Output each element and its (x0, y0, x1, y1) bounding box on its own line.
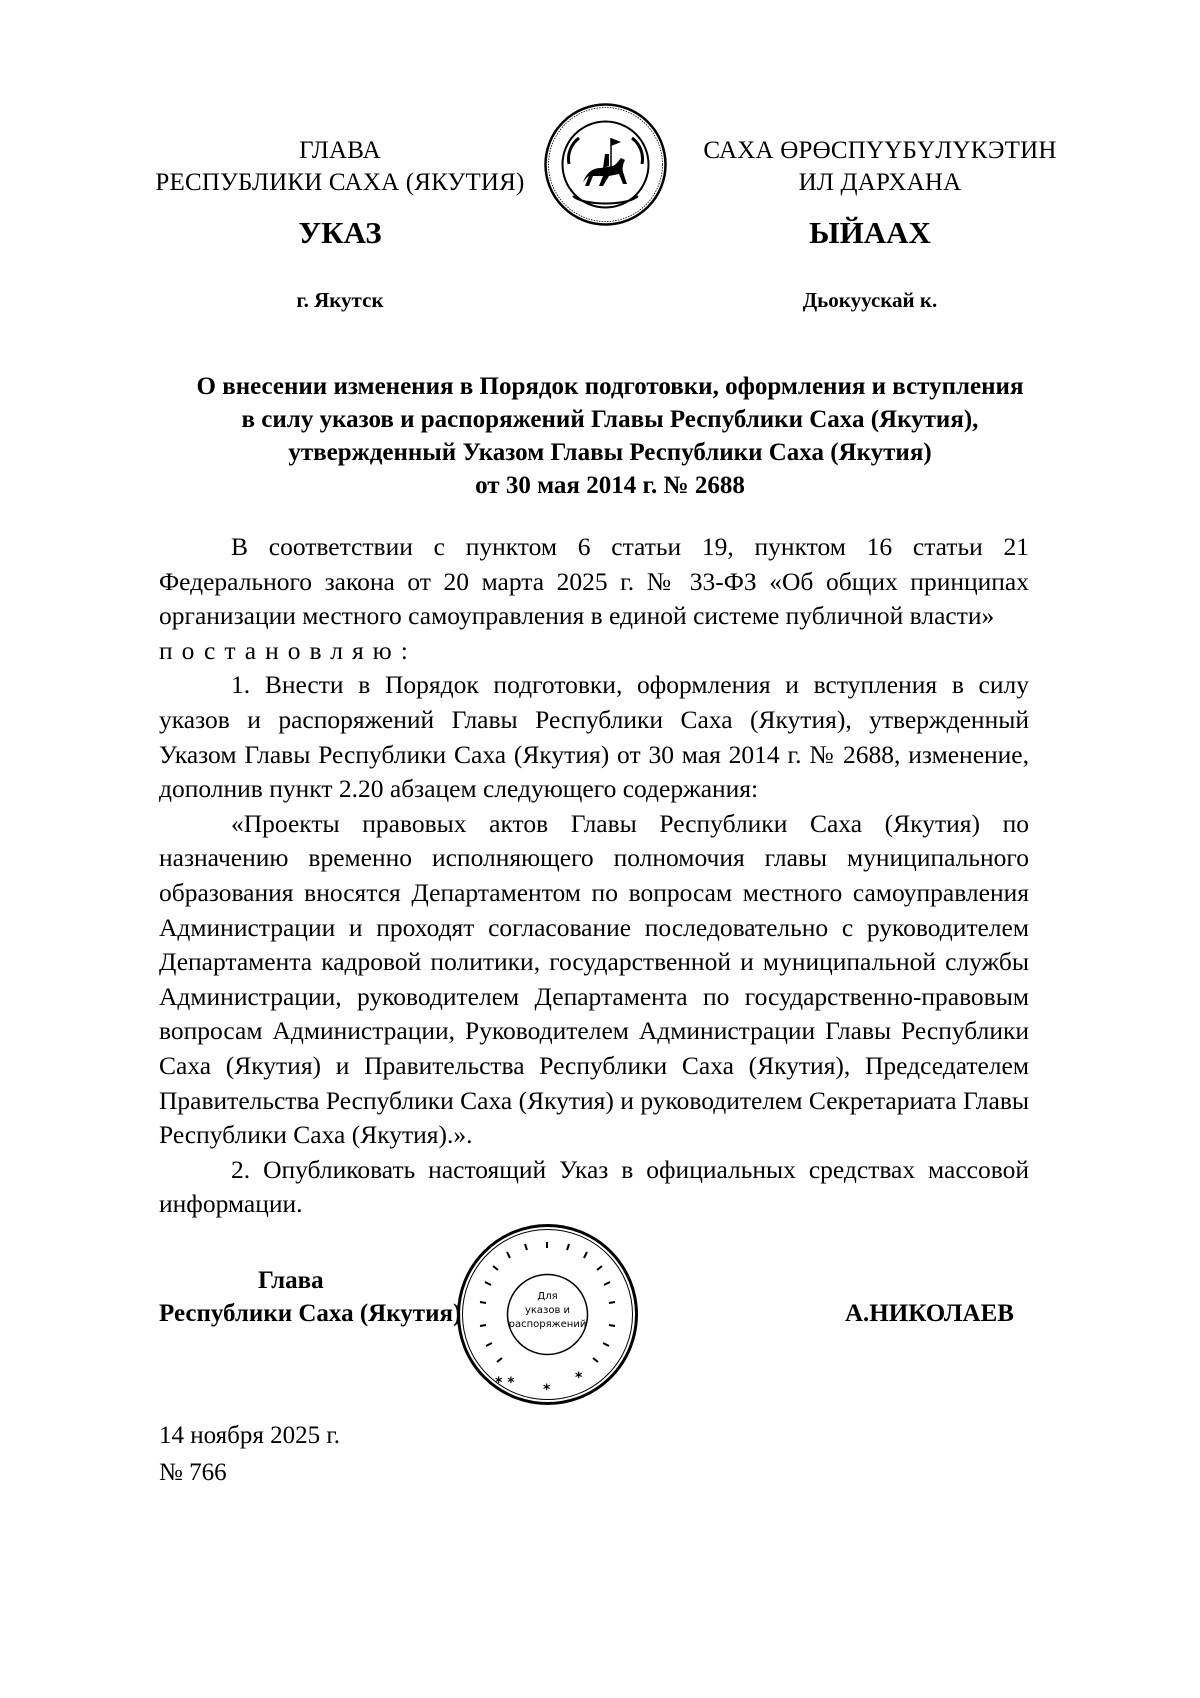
preamble-paragraph: В соответствии с пунктом 6 статьи 19, пунктом 16 статьи 21 Федерального закона от 20 марта 2025 г. № 33-ФЗ «Об общих принципах организации местного самоуправления в единой системе публичной власти» (159, 532, 1029, 631)
quote-paragraph: «Проекты правовых актов Главы Республики Саха (Якутия) по назначению временно исполняющего полномочия главы муниципального образования вносятся Департаментом по вопросам местного самоуправления Администрации и проходят согласование последовательно с руководителем Департамента кадровой политики, государственной и муниципальной службы Администрации, руководителем Департамента по государственно-правовым вопросам Администрации, Руководителем Администрации Главы Республики Саха (Якутия) и Правительства Республики Саха (Якутия), Председателем Правительства Республики Саха (Якутия) и руководителем Секретариата Главы Республики Саха (Якутия).». (159, 808, 1029, 1150)
doc-type-right: ЫЙААХ (809, 215, 931, 250)
decree-body (159, 530, 1029, 1222)
subject-line-3: утвержденный Указом Главы Республики Саха (Якутия) (288, 439, 932, 466)
signature-title-line2: Республики Саха (Якутия) (159, 1300, 462, 1327)
signatory-name: А.НИКОЛАЕВ (845, 1300, 1014, 1327)
decree-word: постановляю: (159, 635, 417, 665)
city-left: г. Якутск (296, 288, 384, 312)
stamp-center-line1: Для (537, 1291, 558, 1302)
stamp-center-line3: распоряжений (508, 1319, 587, 1330)
city-right: Дьокуускай к. (802, 288, 938, 312)
item-1-paragraph: 1. Внести в Порядок подготовки, оформления и вступления в силу указов и распоряжений Главы Республики Саха (Якутия), утвержденный Указом Главы Республики Саха (Якутия) от 30 мая 2014 г. № 2688, изменение, дополнив пункт 2.20 абзацем следующего содержания: (159, 670, 1029, 804)
emblem-icon (543, 102, 668, 227)
item-2-paragraph: 2. Опубликовать настоящий Указ в официальных средствах массовой информации. (159, 1154, 1029, 1219)
decree-date: 14 ноября 2025 г. (159, 1422, 341, 1449)
header-right-title: САХА ӨРӨСПҮҮБҮЛҮКЭТИН (703, 137, 1057, 164)
subject-line-1: О внесении изменения в Порядок подготовки, оформления и вступления (196, 373, 1024, 400)
subject-line-4: от 30 мая 2014 г. № 2688 (475, 472, 745, 499)
official-stamp (455, 1222, 640, 1407)
svg-text:*: * (575, 1370, 583, 1386)
subject-line-2: в силу указов и распоряжений Главы Республики Саха (Якутия), (241, 406, 979, 433)
svg-text:* *: * * (495, 1375, 515, 1391)
header-right-subtitle: ИЛ ДАРХАНА (798, 169, 962, 196)
svg-text:*: * (543, 1382, 551, 1398)
stamp-center-line2: указов и (524, 1305, 571, 1316)
decree-number: № 766 (159, 1459, 227, 1486)
header-left-subtitle: РЕСПУБЛИКИ САХА (ЯКУТИЯ) (155, 169, 525, 196)
header-right-block (690, 135, 1070, 199)
decree-subject (120, 370, 1100, 502)
header-left-title: ГЛАВА (299, 137, 381, 164)
doc-type-left: УКАЗ (298, 215, 382, 250)
republic-emblem (543, 102, 668, 227)
signature-title-line1: Глава (258, 1267, 324, 1294)
stamp-icon (455, 1222, 640, 1407)
header-left-block (150, 135, 530, 199)
